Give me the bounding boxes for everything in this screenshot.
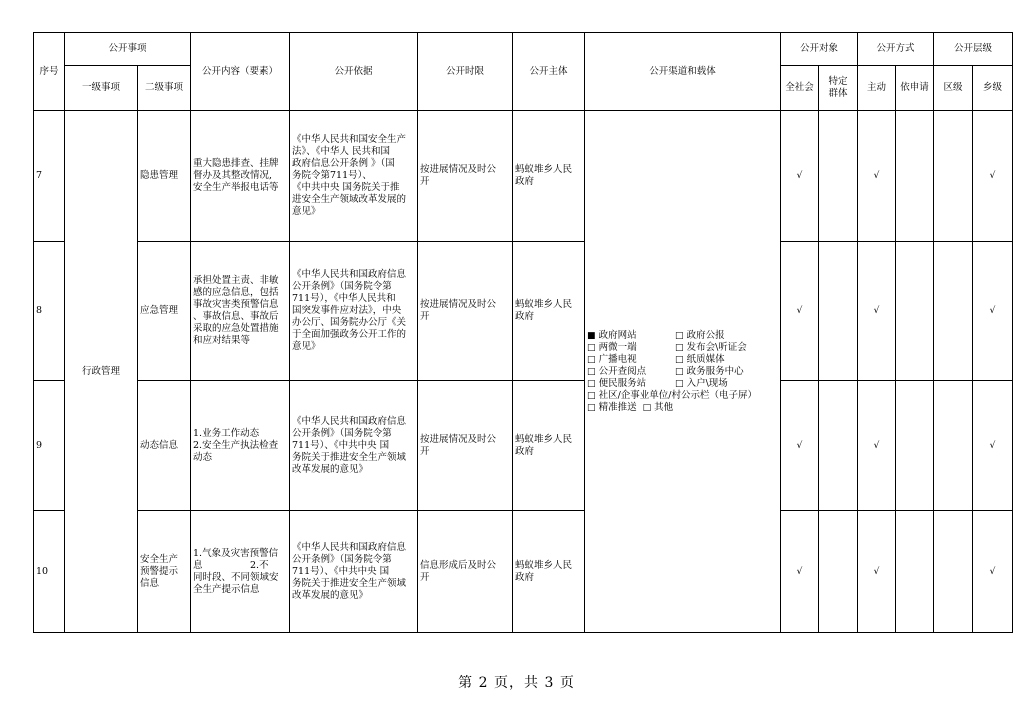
header-target: 公开对象 xyxy=(781,33,858,66)
table-row xyxy=(34,511,1013,633)
page-mid: 页，共 xyxy=(494,675,539,691)
channel-website: 政府网站 xyxy=(598,329,637,341)
header-content: 公开内容（要素） xyxy=(191,33,290,111)
channel-other: 其他 xyxy=(654,401,674,413)
channel-gazette: 政府公报 xyxy=(686,329,725,341)
row-basis: 《中华人民共和国政府信息 公开条例》（国务院令第 711号），《中华人民共和 国突发事件应对法》，中央 办公厅、国务院办公厅《关 于全面加强政务公开工作的 意见》 xyxy=(290,242,418,381)
check-mark-icon: √ xyxy=(973,242,1013,381)
row-content: 承担处置主责、非敏 感的应急信息，包括 事故灾害类预警信息 、事故信息、事故后 采取的应急处置措施 和应对结果等 xyxy=(191,242,290,381)
header-target-all: 全社会 xyxy=(781,66,819,111)
empty-cell xyxy=(819,381,858,511)
row-level2: 隐患管理 xyxy=(138,111,191,242)
empty-cell xyxy=(896,511,934,633)
row-level2: 应急管理 xyxy=(138,242,191,381)
checkbox-icon: □ xyxy=(587,366,596,377)
check-mark-icon: √ xyxy=(781,381,819,511)
check-mark-icon: √ xyxy=(781,242,819,381)
row-content: 1.业务工作动态 2.安全生产执法检查 动态 xyxy=(191,381,290,511)
header-timelimit: 公开时限 xyxy=(418,33,513,111)
channel-bulletin: 社区/企事业单位/村公示栏（电子屏） xyxy=(598,389,757,401)
empty-cell xyxy=(819,511,858,633)
header-level1: 一级事项 xyxy=(65,66,138,111)
check-mark-icon: √ xyxy=(973,381,1013,511)
row-basis: 《中华人民共和国政府信息 公开条例》（国务院令第 711号）、《中共中央 国 务院关于推进安全生产领域 改革发展的意见》 xyxy=(290,381,418,511)
check-mark-icon: √ xyxy=(858,511,896,633)
row-seq: 10 xyxy=(34,511,65,633)
level1-cell: 行政管理 xyxy=(65,111,138,633)
checkbox-icon: □ xyxy=(587,342,596,353)
header-level2: 二级事项 xyxy=(138,66,191,111)
row-timelimit: 按进展情况及时公 开 xyxy=(418,381,513,511)
checkbox-icon: □ xyxy=(675,342,684,353)
checked-box-icon: ■ xyxy=(587,330,596,341)
check-mark-icon: √ xyxy=(858,242,896,381)
empty-cell xyxy=(819,242,858,381)
empty-cell xyxy=(934,511,973,633)
page-suffix: 页 xyxy=(559,675,575,691)
empty-cell xyxy=(896,242,934,381)
row-subject: 蚂蚁堆乡人民 政府 xyxy=(513,242,585,381)
check-mark-icon: √ xyxy=(781,111,819,242)
channel-precise: 精准推送 xyxy=(598,401,637,413)
header-tier-district: 区级 xyxy=(934,66,973,111)
header-channel: 公开渠道和载体 xyxy=(585,33,781,111)
table-row xyxy=(34,111,1013,242)
header-method: 公开方式 xyxy=(858,33,934,66)
row-subject: 蚂蚁堆乡人民 政府 xyxy=(513,381,585,511)
header-target-special: 特定 群体 xyxy=(819,66,858,111)
row-seq: 9 xyxy=(34,381,65,511)
check-mark-icon: √ xyxy=(858,111,896,242)
row-basis: 《中华人民共和国政府信息 公开条例》（国务院令第 711号）、《中共中央 国 务院关于推进安全生产领域 改革发展的意见》 xyxy=(290,511,418,633)
channel-convenience: 便民服务站 xyxy=(598,377,647,389)
header-seq: 序号 xyxy=(34,33,65,111)
disclosure-table xyxy=(33,32,1013,633)
check-mark-icon: √ xyxy=(973,111,1013,242)
row-content: 重大隐患排查、挂牌 督办及其整改情况, 安全生产举报电话等 xyxy=(191,111,290,242)
header-method-request: 依申请 xyxy=(896,66,934,111)
row-subject: 蚂蚁堆乡人民 政府 xyxy=(513,111,585,242)
row-basis: 《中华人民共和国安全生产 法》、《中华人 民共和国 政府信息公开条例 》（国 务院令第711号）、 《中共中央 国务院关于推 进安全生产领域改革发展的 意见》 xyxy=(290,111,418,242)
checkbox-icon: □ xyxy=(587,390,596,401)
page-footer xyxy=(0,672,1033,692)
row-timelimit: 按进展情况及时公 开 xyxy=(418,111,513,242)
channel-reading-point: 公开查阅点 xyxy=(598,365,647,377)
channel-paper: 纸质媒体 xyxy=(686,353,725,365)
row-timelimit: 按进展情况及时公 开 xyxy=(418,242,513,381)
table-row xyxy=(34,242,1013,381)
checkbox-icon: □ xyxy=(675,354,684,365)
empty-cell xyxy=(934,242,973,381)
row-seq: 8 xyxy=(34,242,65,381)
channel-two-micro: 两微一端 xyxy=(598,341,637,353)
header-basis: 公开依据 xyxy=(290,33,418,111)
channel-broadcast: 广播电视 xyxy=(598,353,637,365)
check-mark-icon: √ xyxy=(781,511,819,633)
header-tier-township: 乡级 xyxy=(973,66,1013,111)
check-mark-icon: √ xyxy=(973,511,1013,633)
channel-service-center: 政务服务中心 xyxy=(686,365,744,377)
checkbox-icon: □ xyxy=(675,366,684,377)
page-prefix: 第 xyxy=(458,675,474,691)
channel-press: 发布会\听证会 xyxy=(686,341,747,353)
row-level2: 动态信息 xyxy=(138,381,191,511)
header-matter: 公开事项 xyxy=(65,33,191,66)
empty-cell xyxy=(934,111,973,242)
channel-door-to-door: 入户\现场 xyxy=(686,377,728,389)
check-mark-icon: √ xyxy=(858,381,896,511)
checkbox-icon: □ xyxy=(587,354,596,365)
row-subject: 蚂蚁堆乡人民 政府 xyxy=(513,511,585,633)
empty-cell xyxy=(896,381,934,511)
page-current: 2 xyxy=(478,675,489,691)
checkbox-icon: □ xyxy=(587,402,596,413)
row-seq: 7 xyxy=(34,111,65,242)
page-total: 3 xyxy=(544,675,555,691)
channel-list xyxy=(585,111,781,633)
empty-cell xyxy=(934,381,973,511)
row-level2: 安全生产 预警提示 信息 xyxy=(138,511,191,633)
header-tier: 公开层级 xyxy=(934,33,1013,66)
checkbox-icon: □ xyxy=(587,378,596,389)
row-content: 1.气象及灾害预警信 息 2.不 同时段、不同领域安 全生产提示信息 xyxy=(191,511,290,633)
empty-cell xyxy=(896,111,934,242)
header-subject: 公开主体 xyxy=(513,33,585,111)
checkbox-icon: □ xyxy=(675,330,684,341)
table-row xyxy=(34,381,1013,511)
checkbox-icon: □ xyxy=(675,378,684,389)
row-timelimit: 信息形成后及时公 开 xyxy=(418,511,513,633)
header-method-active: 主动 xyxy=(858,66,896,111)
empty-cell xyxy=(819,111,858,242)
checkbox-icon: □ xyxy=(642,402,652,413)
